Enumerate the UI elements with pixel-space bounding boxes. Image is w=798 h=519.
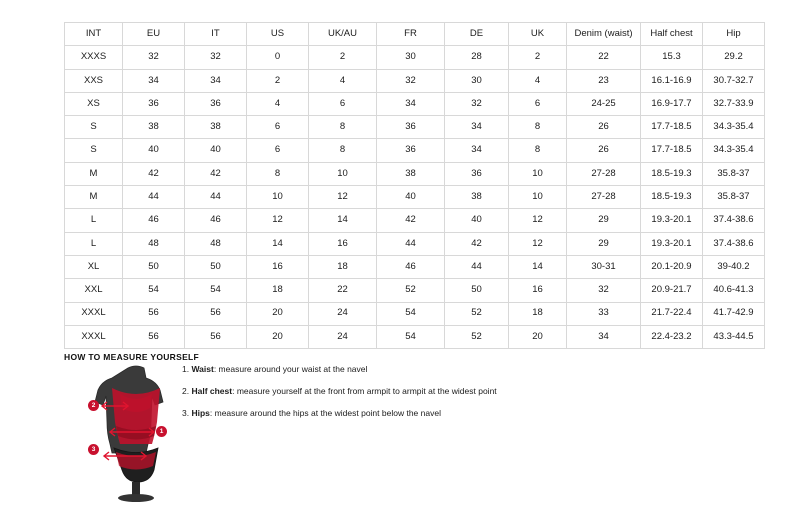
cell-hip: 35.8-37: [703, 162, 765, 185]
column-header-it: IT: [185, 23, 247, 46]
cell-int: XXXS: [65, 46, 123, 69]
cell-us: 20: [247, 325, 309, 348]
cell-uk: 6: [509, 92, 567, 115]
cell-half-chest: 17.7-18.5: [641, 139, 703, 162]
column-header-us: US: [247, 23, 309, 46]
cell-uk-au: 6: [309, 92, 377, 115]
cell-int: XXXL: [65, 325, 123, 348]
cell-hip: 34.3-35.4: [703, 139, 765, 162]
cell-denim-waist: 27-28: [567, 162, 641, 185]
cell-us: 0: [247, 46, 309, 69]
cell-eu: 48: [123, 232, 185, 255]
item-number: 3.: [182, 408, 190, 419]
table-row: [65, 302, 765, 325]
cell-it: 54: [185, 279, 247, 302]
cell-uk: 8: [509, 139, 567, 162]
cell-uk: 4: [509, 69, 567, 92]
cell-hip: 32.7-33.9: [703, 92, 765, 115]
cell-de: 50: [445, 279, 509, 302]
column-header-int: INT: [65, 23, 123, 46]
cell-it: 56: [185, 302, 247, 325]
cell-de: 42: [445, 232, 509, 255]
item-number: 1.: [182, 364, 190, 374]
cell-eu: 44: [123, 186, 185, 209]
table-row: [65, 325, 765, 348]
cell-int: L: [65, 209, 123, 232]
cell-half-chest: 15.3: [641, 46, 703, 69]
table-row: [65, 162, 765, 185]
cell-uk-au: 2: [309, 46, 377, 69]
cell-denim-waist: 23: [567, 69, 641, 92]
cell-eu: 56: [123, 325, 185, 348]
marker-badge-waist: 1: [156, 426, 167, 437]
cell-uk: 10: [509, 186, 567, 209]
cell-us: 18: [247, 279, 309, 302]
mannequin-figure: [88, 364, 184, 504]
cell-de: 34: [445, 139, 509, 162]
cell-half-chest: 20.1-20.9: [641, 255, 703, 278]
table-header-row: [65, 23, 765, 46]
cell-hip: 40.6-41.3: [703, 279, 765, 302]
table-row: [65, 186, 765, 209]
item-number: 2.: [182, 386, 190, 397]
cell-fr: 42: [377, 209, 445, 232]
how-to-measure-list: [182, 364, 662, 431]
cell-us: 6: [247, 116, 309, 139]
cell-us: 2: [247, 69, 309, 92]
cell-hip: 39-40.2: [703, 255, 765, 278]
size-conversion-table-wrapper: [64, 22, 754, 349]
cell-uk: 10: [509, 162, 567, 185]
cell-uk-au: 22: [309, 279, 377, 302]
cell-denim-waist: 33: [567, 302, 641, 325]
cell-uk-au: 8: [309, 139, 377, 162]
mannequin-illustration: [88, 364, 184, 504]
cell-int: M: [65, 186, 123, 209]
cell-us: 10: [247, 186, 309, 209]
item-text: : measure around your waist at the navel: [213, 364, 368, 374]
cell-denim-waist: 30-31: [567, 255, 641, 278]
cell-de: 52: [445, 302, 509, 325]
cell-us: 20: [247, 302, 309, 325]
cell-fr: 38: [377, 162, 445, 185]
cell-int: XXS: [65, 69, 123, 92]
cell-int: XL: [65, 255, 123, 278]
cell-fr: 40: [377, 186, 445, 209]
column-header-half-chest: Half chest: [641, 23, 703, 46]
cell-de: 36: [445, 162, 509, 185]
cell-de: 32: [445, 92, 509, 115]
table-row: [65, 232, 765, 255]
cell-int: XS: [65, 92, 123, 115]
cell-us: 4: [247, 92, 309, 115]
cell-denim-waist: 22: [567, 46, 641, 69]
cell-half-chest: 16.1-16.9: [641, 69, 703, 92]
cell-uk-au: 4: [309, 69, 377, 92]
cell-hip: 35.8-37: [703, 186, 765, 209]
cell-de: 30: [445, 69, 509, 92]
cell-fr: 54: [377, 302, 445, 325]
size-conversion-table: [64, 22, 765, 349]
cell-hip: 29.2: [703, 46, 765, 69]
table-row: [65, 92, 765, 115]
cell-us: 14: [247, 232, 309, 255]
cell-denim-waist: 34: [567, 325, 641, 348]
cell-it: 32: [185, 46, 247, 69]
cell-half-chest: 19.3-20.1: [641, 232, 703, 255]
cell-uk-au: 18: [309, 255, 377, 278]
cell-us: 16: [247, 255, 309, 278]
cell-int: S: [65, 116, 123, 139]
cell-half-chest: 20.9-21.7: [641, 279, 703, 302]
cell-hip: 37.4-38.6: [703, 232, 765, 255]
cell-int: M: [65, 162, 123, 185]
cell-uk: 16: [509, 279, 567, 302]
cell-uk: 2: [509, 46, 567, 69]
cell-eu: 46: [123, 209, 185, 232]
column-header-eu: EU: [123, 23, 185, 46]
cell-uk: 18: [509, 302, 567, 325]
cell-int: S: [65, 139, 123, 162]
cell-uk: 14: [509, 255, 567, 278]
cell-denim-waist: 29: [567, 209, 641, 232]
cell-fr: 52: [377, 279, 445, 302]
table-row: [65, 209, 765, 232]
cell-fr: 32: [377, 69, 445, 92]
cell-fr: 36: [377, 116, 445, 139]
cell-eu: 32: [123, 46, 185, 69]
table-row: [65, 46, 765, 69]
cell-us: 12: [247, 209, 309, 232]
cell-uk-au: 14: [309, 209, 377, 232]
table-body: [65, 46, 765, 349]
cell-eu: 34: [123, 69, 185, 92]
cell-uk: 8: [509, 116, 567, 139]
cell-uk: 20: [509, 325, 567, 348]
cell-fr: 44: [377, 232, 445, 255]
table-row: [65, 116, 765, 139]
marker-badge-half-chest: 2: [88, 400, 99, 411]
cell-half-chest: 19.3-20.1: [641, 209, 703, 232]
cell-uk: 12: [509, 209, 567, 232]
item-term: Half chest: [191, 386, 233, 397]
cell-half-chest: 22.4-23.2: [641, 325, 703, 348]
list-item: [182, 408, 662, 418]
cell-uk-au: 10: [309, 162, 377, 185]
cell-hip: 41.7-42.9: [703, 302, 765, 325]
cell-fr: 34: [377, 92, 445, 115]
item-term: Hips: [191, 408, 210, 419]
cell-uk-au: 12: [309, 186, 377, 209]
how-to-measure-title: HOW TO MEASURE YOURSELF: [64, 352, 200, 362]
column-header-uk-au: UK/AU: [309, 23, 377, 46]
cell-uk-au: 24: [309, 302, 377, 325]
list-item: [182, 364, 662, 374]
table-row: [65, 69, 765, 92]
cell-uk: 12: [509, 232, 567, 255]
cell-eu: 40: [123, 139, 185, 162]
cell-de: 34: [445, 116, 509, 139]
cell-denim-waist: 32: [567, 279, 641, 302]
cell-de: 44: [445, 255, 509, 278]
cell-de: 52: [445, 325, 509, 348]
cell-denim-waist: 26: [567, 116, 641, 139]
cell-int: XXXL: [65, 302, 123, 325]
cell-it: 42: [185, 162, 247, 185]
cell-it: 44: [185, 186, 247, 209]
cell-it: 46: [185, 209, 247, 232]
cell-fr: 54: [377, 325, 445, 348]
cell-eu: 54: [123, 279, 185, 302]
cell-it: 34: [185, 69, 247, 92]
cell-eu: 50: [123, 255, 185, 278]
cell-hip: 43.3-44.5: [703, 325, 765, 348]
cell-denim-waist: 27-28: [567, 186, 641, 209]
cell-half-chest: 17.7-18.5: [641, 116, 703, 139]
item-term: Waist: [191, 364, 214, 374]
cell-it: 40: [185, 139, 247, 162]
cell-it: 56: [185, 325, 247, 348]
cell-it: 38: [185, 116, 247, 139]
table-row: [65, 279, 765, 302]
cell-us: 6: [247, 139, 309, 162]
cell-eu: 56: [123, 302, 185, 325]
cell-fr: 46: [377, 255, 445, 278]
cell-uk-au: 16: [309, 232, 377, 255]
table-row: [65, 255, 765, 278]
column-header-fr: FR: [377, 23, 445, 46]
cell-uk-au: 24: [309, 325, 377, 348]
cell-eu: 36: [123, 92, 185, 115]
cell-de: 28: [445, 46, 509, 69]
list-item: [182, 386, 662, 396]
cell-hip: 37.4-38.6: [703, 209, 765, 232]
cell-hip: 30.7-32.7: [703, 69, 765, 92]
cell-half-chest: 16.9-17.7: [641, 92, 703, 115]
cell-us: 8: [247, 162, 309, 185]
cell-fr: 30: [377, 46, 445, 69]
column-header-hip: Hip: [703, 23, 765, 46]
table-row: [65, 139, 765, 162]
item-text: : measure around the hips at the widest point below the navel: [209, 408, 441, 419]
item-text: : measure yourself at the front from armpit to armpit at the widest point: [232, 386, 497, 397]
cell-uk-au: 8: [309, 116, 377, 139]
cell-it: 50: [185, 255, 247, 278]
cell-de: 38: [445, 186, 509, 209]
cell-denim-waist: 24-25: [567, 92, 641, 115]
column-header-denim-waist: Denim (waist): [567, 23, 641, 46]
cell-it: 36: [185, 92, 247, 115]
cell-half-chest: 18.5-19.3: [641, 186, 703, 209]
cell-half-chest: 21.7-22.4: [641, 302, 703, 325]
cell-fr: 36: [377, 139, 445, 162]
cell-half-chest: 18.5-19.3: [641, 162, 703, 185]
cell-it: 48: [185, 232, 247, 255]
cell-denim-waist: 26: [567, 139, 641, 162]
cell-int: XXL: [65, 279, 123, 302]
marker-badge-hips: 3: [88, 444, 99, 455]
cell-eu: 38: [123, 116, 185, 139]
cell-denim-waist: 29: [567, 232, 641, 255]
cell-eu: 42: [123, 162, 185, 185]
column-header-de: DE: [445, 23, 509, 46]
column-header-uk: UK: [509, 23, 567, 46]
cell-hip: 34.3-35.4: [703, 116, 765, 139]
cell-int: L: [65, 232, 123, 255]
cell-de: 40: [445, 209, 509, 232]
